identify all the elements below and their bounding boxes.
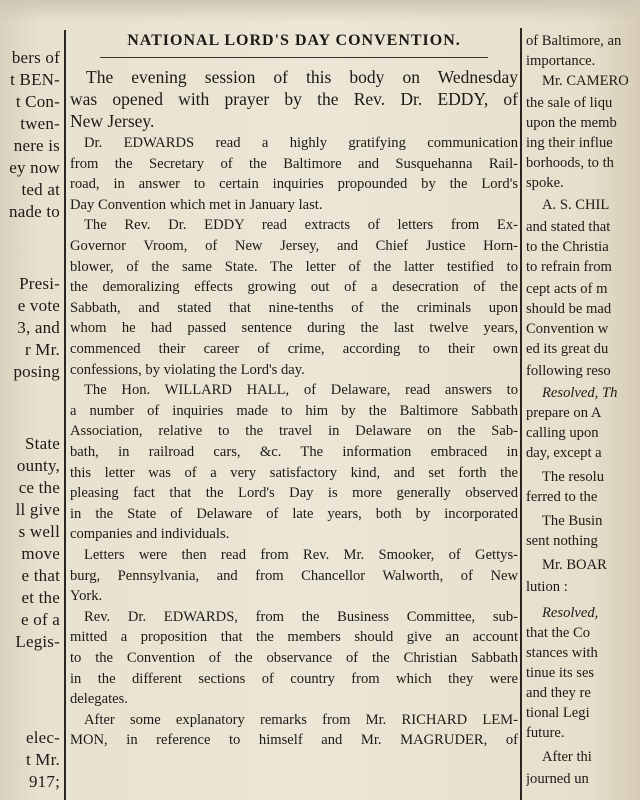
left-fragment-line: Presi- — [19, 274, 60, 293]
left-fragment-line: ounty, — [16, 456, 60, 475]
right-fragment-line: should be mad — [526, 301, 612, 317]
article-line: companies and individuals. — [70, 526, 230, 543]
right-fragment-line: cept acts of m — [526, 281, 608, 297]
left-column-fragment — [0, 0, 62, 800]
article-line: was opened with prayer by the Rev. Dr. EDDY, of — [70, 89, 518, 109]
article-headline: NATIONAL LORD'S DAY CONVENTION. — [127, 32, 461, 49]
right-fragment-line: After thi — [542, 749, 592, 765]
article-line: Day Convention which met in January last. — [70, 196, 323, 213]
article-line: commenced their career of crime, according to their own — [70, 341, 518, 357]
right-fragment-line: Mr. BOAR — [542, 557, 607, 573]
right-fragment-line: and stated that — [526, 219, 611, 235]
right-fragment-line: to refrain from — [526, 259, 612, 275]
article-line: in the State of Delaware of late years, both by incorporated — [70, 505, 518, 522]
left-fragment-line: posing — [13, 362, 60, 381]
article-line: MON, in reference to himself and Mr. MAGRUDER, of — [70, 732, 518, 749]
right-fragment-line: The resolu — [542, 469, 605, 485]
article-line: burg, Pennsylvania, and from Chancellor Walworth, of New — [70, 567, 518, 584]
article-line: the demoralizing effects growing out of a desecration of the — [70, 279, 518, 296]
article-line: pleasing fact that the Lord's Day is more generally observed — [70, 485, 518, 502]
left-fragment-line: t Mr. — [25, 750, 60, 769]
right-fragment-line: and they re — [526, 685, 591, 701]
article-line: in the different sections of country from which they were — [70, 670, 518, 687]
left-fragment-line: r Mr. — [25, 340, 60, 359]
right-fragment-line: prepare on A — [526, 405, 602, 421]
left-fragment-line: 917; — [28, 772, 60, 791]
right-fragment-line: that the Co — [526, 625, 591, 641]
headline-rule — [100, 57, 488, 58]
left-fragment-line: nere is — [13, 136, 60, 155]
article-line: Rev. Dr. EDWARDS, from the Business Committee, sub- — [84, 608, 518, 625]
right-fragment-line: importance. — [526, 53, 596, 69]
right-fragment-line: of Baltimore, an — [526, 33, 622, 49]
article-line: to the Convention of the observance of the Christian Sabbath — [70, 650, 518, 666]
left-fragment-line: 3, and — [17, 318, 60, 337]
article-line: The evening session of this body on Wednesday — [86, 67, 518, 87]
article-line: Association, relative to the travel in Delaware on the Sab- — [70, 423, 518, 440]
right-fragment-line: stances with — [526, 645, 598, 661]
right-fragment-line: journed un — [526, 771, 589, 787]
right-fragment-line: A. S. CHIL — [542, 197, 610, 213]
right-fragment-line: Mr. CAMERO — [542, 73, 629, 89]
article-column — [70, 0, 518, 800]
column-rule-right — [520, 28, 522, 800]
right-fragment-line: lution : — [526, 579, 568, 595]
right-fragment-line: The Busin — [542, 513, 603, 529]
left-fragment-line: ce the — [18, 478, 60, 497]
left-fragment-line: elec- — [25, 728, 60, 747]
right-fragment-line: spoke. — [526, 175, 564, 191]
article-line: delegates. — [70, 691, 128, 708]
right-fragment-line: future. — [526, 725, 565, 741]
article-line: The Rev. Dr. EDDY read extracts of letters from Ex- — [84, 217, 518, 234]
left-fragment-line: e that — [21, 566, 60, 585]
right-fragment-line: tinue its ses — [526, 665, 595, 681]
left-fragment-line: ll give — [15, 500, 60, 519]
article-line: bath, in railroad cars, &c. The information embraced in — [70, 444, 518, 460]
article-line: York. — [70, 588, 103, 605]
article-line: mitted a proposition that the members should give an account — [70, 629, 518, 646]
article-line: Sabbath, and stated that nine-tenths of the criminals upon — [70, 299, 518, 316]
article-line: Letters were then read from Rev. Mr. Smooker, of Gettys- — [84, 547, 518, 563]
right-fragment-line: to the Christia — [526, 239, 609, 255]
article-line: Dr. EDWARDS read a highly gratifying communication — [84, 135, 518, 151]
right-fragment-line: ed its great du — [526, 341, 609, 357]
left-fragment-line: nade to — [9, 202, 60, 221]
column-rule-left — [64, 30, 66, 800]
article-line: Governor Vroom, of New Jersey, and Chief Justice Horn- — [70, 238, 518, 254]
article-line: a number of inquiries made to him by the Baltimore Sabbath — [70, 402, 518, 419]
left-fragment-line: e of a — [21, 610, 60, 629]
right-fragment-line: calling upon — [526, 425, 599, 441]
right-fragment-line: tional Legi — [526, 705, 590, 721]
article-line: confessions, by violating the Lord's day. — [70, 361, 305, 378]
left-fragment-line: State — [25, 434, 60, 453]
left-fragment-line: move — [21, 544, 60, 563]
article-line: New Jersey. — [70, 111, 155, 131]
left-fragment-line: bers of — [11, 48, 60, 67]
right-fragment-line: day, except a — [526, 445, 602, 461]
article-line: from the Secretary of the Baltimore and Susquehanna Rail- — [70, 155, 518, 172]
article-line: blower, of the same State. The letter of the latter testified to — [70, 258, 518, 275]
article-line: After some explanatory remarks from Mr. RICHARD LEM- — [84, 711, 518, 728]
left-fragment-line: t Con- — [15, 92, 60, 111]
left-fragment-line: et the — [21, 588, 60, 607]
right-fragment-line: Convention w — [526, 321, 609, 337]
article-line: whom he had passed sentence during the last twelve years, — [70, 320, 518, 337]
left-fragment-line: s well — [18, 522, 60, 541]
article-line: this letter was of a very satisfactory kind, and set forth the — [70, 464, 518, 481]
left-fragment-line: ey now — [9, 158, 60, 177]
right-fragment-line: upon the memb — [526, 115, 617, 131]
right-fragment-line: the sale of liqu — [526, 95, 613, 111]
right-fragment-line: Resolved, — [542, 605, 599, 621]
left-fragment-line: t BEN- — [10, 70, 60, 89]
left-fragment-line: Legis- — [15, 632, 60, 651]
right-fragment-line: ferred to the — [526, 489, 598, 505]
left-fragment-line: e vote — [17, 296, 60, 315]
right-column-fragment — [526, 0, 640, 800]
left-fragment-line: twen- — [20, 114, 60, 133]
left-fragment-line: ted at — [21, 180, 60, 199]
right-fragment-line: following reso — [526, 363, 611, 379]
article-line: The Hon. WILLARD HALL, of Delaware, read answers to — [84, 382, 518, 399]
article-line: road, in answer to certain inquiries propounded by the Lord's — [70, 176, 518, 193]
right-fragment-line: Resolved, Th — [542, 385, 618, 401]
right-fragment-line: borhoods, to th — [526, 155, 614, 171]
right-fragment-line: sent nothing — [526, 533, 598, 549]
right-fragment-line: ing their influe — [526, 135, 613, 151]
